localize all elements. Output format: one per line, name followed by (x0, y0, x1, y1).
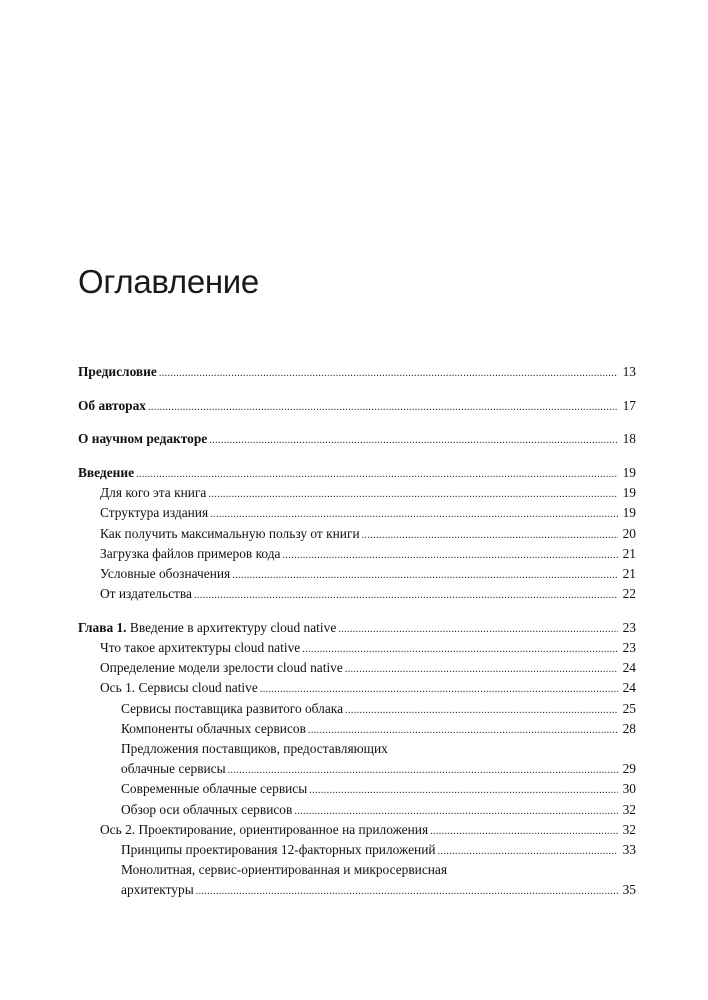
toc-page-number: 23 (622, 619, 636, 635)
toc-entry-bold-label: О научном редакторе (78, 431, 208, 447)
toc-entry[interactable] (78, 779, 636, 799)
toc-page-number: 28 (622, 720, 636, 736)
toc-page-number: 24 (622, 660, 636, 676)
dot-leader (338, 618, 618, 638)
toc-entry[interactable] (78, 524, 636, 544)
dot-leader (282, 544, 618, 564)
toc-entry-bold-label: Предисловие (78, 363, 157, 379)
dot-leader (210, 503, 618, 523)
dot-leader (345, 699, 618, 719)
dot-leader (159, 362, 618, 382)
toc-entry[interactable] (78, 800, 636, 820)
toc-entry-title (100, 820, 428, 840)
toc-entry-label: Для кого эта книга (100, 485, 207, 501)
table-of-contents (78, 362, 636, 901)
dot-leader (196, 880, 618, 900)
toc-entry-first-line: Монолитная, сервис-ориентированная и микросервисная (121, 862, 448, 878)
toc-entry-title (100, 584, 192, 604)
toc-entry-title (121, 880, 194, 900)
toc-page-number: 29 (622, 761, 636, 777)
toc-entry[interactable] (78, 699, 636, 719)
toc-entry-title (100, 524, 360, 544)
toc-entry-label: Принципы проектирования 12-факторных приложений (121, 841, 436, 857)
toc-entry[interactable] (78, 840, 636, 860)
toc-entry[interactable] (78, 820, 636, 840)
toc-entry[interactable] (78, 429, 636, 449)
dot-leader (294, 800, 618, 820)
toc-page-number: 33 (622, 841, 636, 857)
toc-entry[interactable] (78, 564, 636, 584)
toc-entry[interactable] (78, 362, 636, 382)
toc-entry-label: Структура издания (100, 505, 209, 521)
toc-entry-title (78, 396, 146, 416)
toc-page-number: 19 (622, 505, 636, 521)
toc-entry-label: Ось 1. Сервисы cloud native (100, 680, 258, 696)
toc-entry-label: Загрузка файлов примеров кода (100, 545, 281, 561)
toc-entry[interactable] (78, 618, 636, 638)
toc-entry-title (100, 678, 258, 698)
toc-entry[interactable] (78, 544, 636, 564)
toc-entry-label: Компоненты облачных сервисов (121, 720, 306, 736)
toc-entry[interactable] (78, 503, 636, 523)
toc-page-number: 19 (622, 485, 636, 501)
dot-leader (136, 463, 618, 483)
toc-page-number: 13 (622, 363, 636, 379)
dot-leader (302, 638, 618, 658)
toc-entry-label: Определение модели зрелости cloud native (100, 660, 343, 676)
toc-page-number: 21 (622, 565, 636, 581)
toc-page-number: 24 (622, 680, 636, 696)
toc-entry[interactable] (78, 483, 636, 503)
dot-leader (430, 820, 618, 840)
dot-leader (345, 658, 618, 678)
toc-entry-label: Обзор оси облачных сервисов (121, 801, 293, 817)
toc-entry[interactable] (78, 396, 636, 416)
dot-leader (228, 759, 618, 779)
toc-entry-title (100, 638, 300, 658)
dot-leader (208, 483, 618, 503)
toc-page-number: 32 (622, 801, 636, 817)
toc-entry-title (100, 658, 343, 678)
dot-leader (362, 524, 618, 544)
toc-page-number: 21 (622, 545, 636, 561)
toc-page-number: 35 (622, 882, 636, 898)
toc-entry-label: Как получить максимальную пользу от книги (100, 525, 360, 541)
toc-entry-label: Современные облачные сервисы (121, 781, 308, 797)
toc-page-number: 17 (622, 397, 636, 413)
toc-entry[interactable] (78, 584, 636, 604)
toc-entry-label: Ось 2. Проектирование, ориентированное на приложения (100, 821, 429, 837)
toc-entry-title (100, 503, 208, 523)
toc-entry-title (121, 800, 292, 820)
toc-page-number: 32 (622, 821, 636, 837)
toc-page-number: 25 (622, 700, 636, 716)
toc-entry-title (121, 840, 436, 860)
toc-entry-title (100, 483, 206, 503)
toc-entry-first-line: Предложения поставщиков, предоставляющих (121, 741, 388, 756)
toc-entry-label: Что такое архитектуры cloud native (100, 640, 301, 656)
toc-entry-title (78, 618, 336, 638)
toc-entry-bold-label: Об авторах (78, 397, 146, 413)
toc-entry[interactable] (78, 860, 636, 900)
toc-page-number: 18 (622, 431, 636, 447)
toc-entry[interactable] (78, 739, 636, 779)
toc-entry-title (100, 544, 280, 564)
toc-entry-title (121, 779, 307, 799)
toc-page-number: 22 (622, 586, 636, 602)
toc-entry-label: Условные обозначения (100, 565, 231, 581)
toc-entry-title (121, 699, 343, 719)
toc-entry[interactable] (78, 463, 636, 483)
toc-entry-label: От издательства (100, 586, 192, 602)
dot-leader (232, 564, 618, 584)
toc-page-number: 20 (622, 525, 636, 541)
toc-entry[interactable] (78, 658, 636, 678)
toc-entry-label: архитектуры (121, 882, 194, 898)
toc-entry-label: Сервисы поставщика развитого облака (121, 700, 344, 716)
toc-entry-title (78, 463, 134, 483)
toc-page-number: 23 (622, 640, 636, 656)
toc-page-number: 30 (622, 781, 636, 797)
dot-leader (148, 396, 618, 416)
toc-entry-label: Введение в архитектуру cloud native (126, 619, 337, 635)
dot-leader (209, 429, 618, 449)
dot-leader (194, 584, 618, 604)
dot-leader (309, 779, 618, 799)
toc-entry-label: облачные сервисы (121, 761, 226, 777)
toc-entry[interactable] (78, 719, 636, 739)
toc-entry[interactable] (78, 678, 636, 698)
toc-entry-bold-label: Глава 1. (78, 619, 127, 635)
toc-entry-title (100, 564, 230, 584)
toc-entry-title (121, 719, 306, 739)
dot-leader (260, 678, 618, 698)
toc-entry-title (78, 362, 157, 382)
dot-leader (438, 840, 618, 860)
toc-entry-title (78, 429, 207, 449)
toc-entry-title (121, 759, 226, 779)
toc-entry-bold-label: Введение (78, 465, 135, 481)
dot-leader (308, 719, 618, 739)
page-title: Оглавление (78, 263, 259, 300)
toc-page-number: 19 (622, 465, 636, 481)
toc-entry[interactable] (78, 638, 636, 658)
